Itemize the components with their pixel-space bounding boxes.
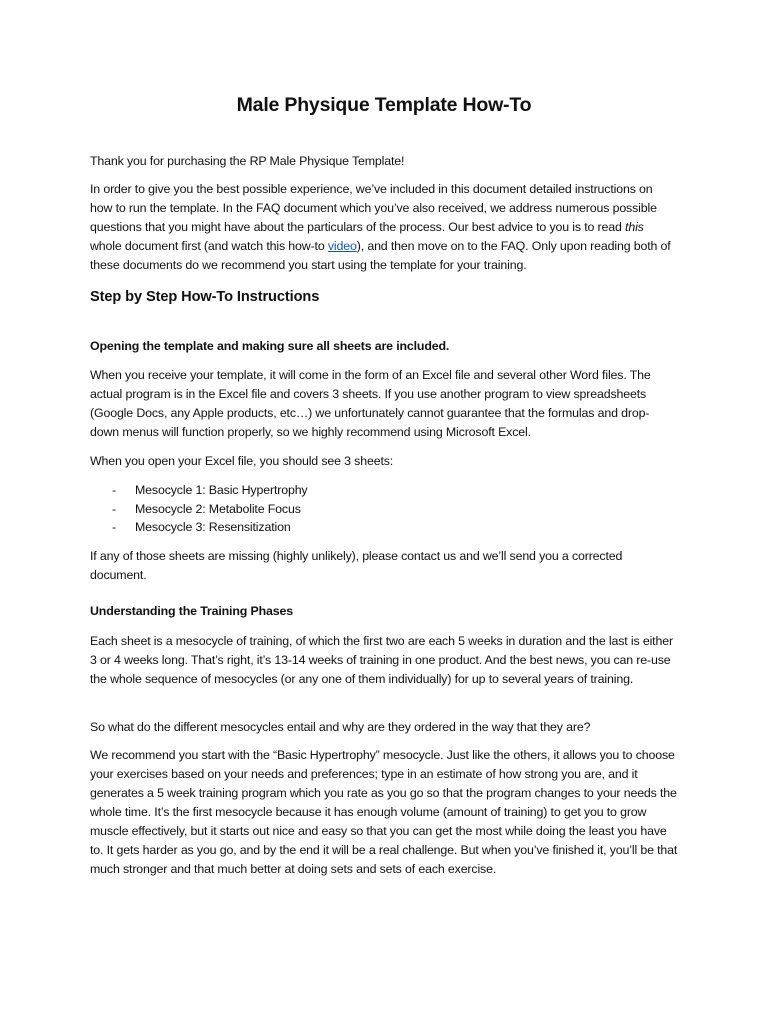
list-item	[90, 518, 678, 537]
list-item	[90, 500, 678, 519]
phases-paragraph: Each sheet is a mesocycle of training, of which the first two are each 5 weeks in duration and the last is either 3 or 4 weeks long. That’s right, it’s 13-14 weeks of training in one product. And the best news, you can re-use the whole sequence of mesocycles (or any one of them individually) for up to several years of training.	[90, 634, 673, 686]
missing-paragraph: If any of those sheets are missing (highly unlikely), please contact us and we’ll send you a corrected document.	[90, 549, 623, 582]
list-dash: -	[112, 501, 116, 516]
recommend-paragraph: We recommend you start with the “Basic Hypertrophy” mesocycle. Just like the others, it allows you to choose your exercises based on your needs and preferences; type in an estimate of how strong you are, and it generates a 5 week training program which you rate as you go so that the program changes to your needs the whole time. It’s the first mesocycle because it has enough volume (amount of training) to get you to grow muscle effectively, but it starts out nice and easy so that you can get the most while doing the least you have to. It gets harder as you go, and by the end it will be a real challenge. But when you’ve finished it, you’ll be that much stronger and that much better at doing sets and sets of each exercise.	[90, 748, 678, 876]
opening-heading: Opening the template and making sure all sheets are included.	[90, 339, 450, 353]
list-item	[90, 481, 678, 500]
list-dash: -	[112, 520, 116, 534]
thank-you-paragraph: Thank you for purchasing the RP Male Physique Template!	[90, 154, 405, 168]
intro-text-2: whole document first (and watch this how-to	[90, 239, 328, 253]
intro-emphasis: this	[625, 220, 644, 234]
sheets-list	[90, 481, 678, 537]
intro-text-3: ), and then move on to the FAQ. Only upon reading both of these documents do we recommend you start using the template for your training.	[90, 239, 671, 272]
phases-heading: Understanding the Training Phases	[90, 604, 293, 618]
video-link[interactable]: video	[327, 239, 357, 253]
intro-paragraph	[90, 180, 678, 275]
list-item-text: Mesocycle 3: Resensitization	[135, 520, 291, 534]
document-title: Male Physique Template How-To	[236, 94, 532, 116]
list-item-text: Mesocycle 1: Basic Hypertrophy	[135, 483, 308, 497]
open-paragraph: When you open your Excel file, you should see 3 sheets:	[90, 454, 394, 468]
list-item-text: Mesocycle 2: Metabolite Focus	[135, 501, 301, 516]
receive-paragraph: When you receive your template, it will come in the form of an Excel file and several other Word files. The actual program is in the Excel file and covers 3 sheets. If you use another program to view spreadsheets (Google Docs, any Apple products, etc…) we unfortunately cannot guarantee that the formulas and drop-down menus will function properly, so we highly recommend using Microsoft Excel.	[90, 368, 651, 439]
section-heading: Step by Step How-To Instructions	[90, 289, 320, 305]
list-dash: -	[112, 483, 116, 497]
intro-text-1: In order to give you the best possible experience, we’ve included in this document detailed instructions on how to run the template. In the FAQ document which you’ve also received, we address numerous possible questions that you might have about the particulars of the process. Our best advice to you is to read	[90, 182, 657, 234]
question-paragraph: So what do the different mesocycles entail and why are they ordered in the way that they are?	[90, 720, 591, 734]
